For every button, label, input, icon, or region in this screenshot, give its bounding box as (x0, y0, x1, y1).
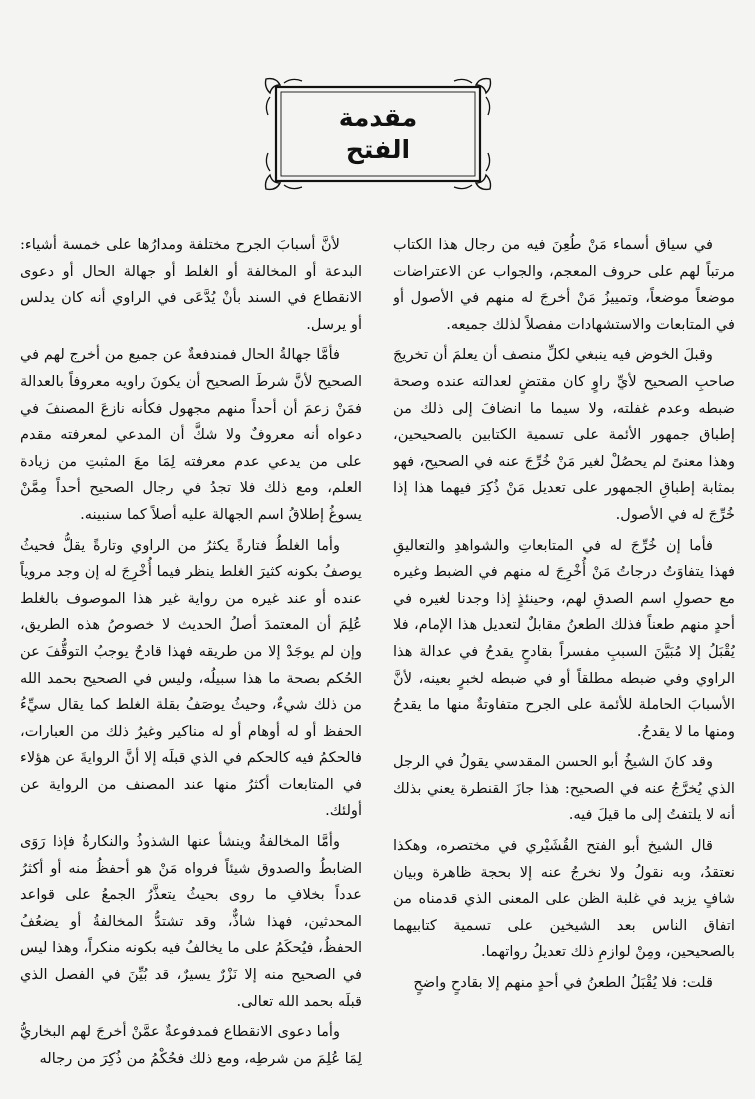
paragraph: وقبلَ الخوض فيه ينبغي لكلِّ منصف أن يعلمَ أن تخريجَ صاحبِ الصحيح لأيِّ راوٍ كان مقتضٍ لعدالته عنده وصحة ضبطه وعدم غفلته، ولا سيما ما انضافَ إلى ذلك من إطباق جمهور الأئمة على تسمية الكتابين بالصحيحين، وهذا معنىً لم يحصُلْ لغير مَنْ خُرِّجَ عنه في الصحيح، فهو بمثابة إطباقِ الجمهور على تعديل مَنْ ذُكِرَ فيهما هذا إذا خُرِّجَ له في الأصول. (393, 346, 735, 523)
title-line-2: الفتح (345, 135, 411, 164)
paragraph: وأمَّا المخالفةُ وينشأ عنها الشذوذُ والنكارةُ فإذا رَوَى الضابطُ والصدوق شيئاً فرواه مَنْ هو أحفظُ منه أو أكثرُ عدداً بخلافِ ما روى بحيثُ يتعذَّرُ الجمعُ على قواعد المحدثين، فهذا شاذٌّ، وقد تشتدُّ المخالفةُ أو يضعُفُ الحفظُ، فيُحكَمُ على ما يخالفُ فيه بكونه منكراً، وهذا ليس في الصحيح منه إلا نَزْرٌ يسيرٌ، قد بُيِّنَ في الفصل الذي قبلَه بحمد الله تعالى. (20, 833, 362, 1010)
paragraph: وأما دعوى الانقطاع فمدفوعةٌ عمَّنْ أخرجَ لهم البخاريُّ لِمَا عُلِمَ من شرطِه، ومع ذلك فحُكْمُ من ذُكِرَ من رجاله (20, 1023, 362, 1067)
paragraph: قال الشيخ أبو الفتح القُشَيْري في مختصره، وهكذا نعتقدُ، وبه نقولُ ولا نخرجُ عنه إلا بحجة ظاهرة وبيان شافٍ يزيد في غلبة الظن على المعنى الذي قدمناه من اتفاق الناس بعد الشيخين على تسمية كتابيهما بالصحيحين، ومِنْ لوازمِ ذلك تعديلُ رواتهما. (393, 837, 735, 961)
paragraph: لأنَّ أسبابَ الجرح مختلفة ومدارُها على خمسة أشياء: البدعة أو المخالفة أو الغلط أو جهالة الحال أو دعوى الانقطاع في السند بأنْ يُدَّعَى في الراوي أنه كان يدلس أو يرسل. (20, 236, 362, 333)
chapter-title (262, 75, 494, 193)
paragraph: فأما إن خُرِّجَ له في المتابعاتِ والشواهدِ والتعاليقِ فهذا يتفاوَتُ درجاتُ مَنْ أُخْرِجَ له منهم في الضبط وغيره مع حصولِ اسم الصدقِ لهم، وحينئذٍ إذا وجدنا لغيره في أحدٍ منهم طعناً فذلك الطعنُ مقابلٌ لتعديل هذا الإمام، فلا يُقْبَلُ إلا مُبَيَّنَ السببِ مفسراً بقادحٍ يقدحُ في عدالة هذا الراوي وفي ضبطه مطلقاً أو في ضبطه لخبرٍ بعينه، لأنَّ الأسبابَ الحاملة للأئمة على الجرح متفاوتةٌ منها ما يقدحُ ومنها ما لا يقدحُ. (393, 536, 735, 740)
paragraph: فأمَّا جهالةُ الحال فمندفعةٌ عن جميع من أخرج لهم في الصحيح لأنَّ شرطَ الصحيح أن يكونَ راويه معروفاً بالعدالة فمَنْ زعمَ أن أحداً منهم مجهول فكأنه نازعَ المصنفَ في دعواه أنه معروفٌ ولا شكَّ أن المدعي لمعرفته مقدم على من يدعي عدم معرفته لِمَا معَ المثبتِ من زيادة العلم، ومع ذلك فلا تجدُ في رجال الصحيح أحداً مِمَّنْ يسوغُ إطلاقُ اسم الجهالة عليه أصلاً كما سنبينه. (20, 346, 362, 523)
paragraph: في سياق أسماء مَنْ طُعِنَ فيه من رجال هذا الكتاب مرتباً لهم على حروف المعجم، والجواب عن الاعتراضات موضعاً موضعاً، وتمييزُ مَنْ أخرجَ له منهم في الأصول أو في المتابعات والاستشهادات مفصلاً لذلك جميعه. (393, 236, 735, 333)
paragraph: وقد كانَ الشيخُ أبو الحسن المقدسي يقولُ في الرجل الذي يُخرَّجُ عنه في الصحيح: هذا جازَ القنطرة يعني بذلك أنه لا يلتفتُ إلى ما قيلَ فيه. (393, 753, 735, 824)
title-line-1: مقدمة (338, 103, 418, 132)
paragraph: قلت: فلا يُقْبَلُ الطعنُ في أحدٍ منهم إلا بقادحٍ واضحٍ (413, 974, 713, 992)
right-text-column (393, 232, 735, 1092)
left-text-column (20, 232, 362, 1092)
title-frame (262, 75, 494, 193)
paragraph: وأما الغلطُ فتارةً يكثرُ من الراوي وتارةً يقلُّ فحيثُ يوصفُ بكونه كثيرَ الغلط ينظر فيما أُخْرِجَ له إن وجد مروياً عنده أو عند غيره من رواية غير هذا الموصوف بالغلط عُلِمَ أن المعتمدَ أصلُ الحديث لا خصوصُ هذه الطريق، وإن لم يوجَدْ إلا من طريقه فهذا قادحٌ يوجبُ التوقُّفَ عن الحُكم بصحة ما هذا سبيلُه، وليس في الصحيح بحمد الله من ذلك شيءٌ، وحيثُ يوصَفُ بقلة الغلط كما يقال سيِّءُ الحفظ أو له أوهام أو له مناكير وغيرُ ذلك من العبارات، فالحكمُ فيه كالحكم في الذي قبلَه إلا أنَّ الروايةَ عن هؤلاء في المتابعات أكثرُ منها عند المصنف من الرواية عن أولئك. (20, 536, 362, 820)
